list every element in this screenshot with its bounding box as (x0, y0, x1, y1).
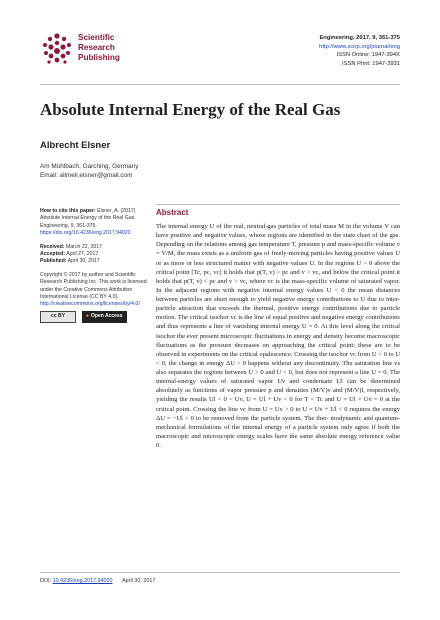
issn-print: ISSN Print: 1947-3931 (341, 60, 400, 67)
abstract-text: The internal energy U of the real, neutral-gas particles of total mass M in the volume V can have positive and negative values, whose regions are identified in the state chart of the gas. Depending on the relations among gas temperature T, pressure p and mass-specific volume v = V/M, the mass exists as a uniform gas of freely-moving particles having positive values U or as more or less structured matter with negative values U. In the regions U > 0 above the critical point [Tc, pc, vc] it holds that p(T, v) > pc and v > vc, and below the critical point it holds that p(T, v) < pc and v > vc, where vc is the mass-specific volume of saturated vapor. In the adjacent regions with negative internal energy values U < 0 the mean distances between particles are short enough to yield negative energy contributions to U due to inter- particle attraction that exceeds the thermal, positive energy contributions due to particle motion. The critical isochor vc is the line of equal positive and negative energy contributions and thus represents a line of vanishing internal energy U = 0. At this level along the critical isochor the ever present microscopic fluctuations in energy and density become macroscopic fluctuations as the pressure decreases on approaching the critical point; these are to be observed in experiments on the critical opalescence. Crossing the isochor vc from U > 0 to U < 0, the change in energy ΔU > 0 happens without any discontinuity. The saturation line vs also separates the regions between U > 0 and U < 0, but does not represent a line U = 0. The internal-energy values of saturated vapor Uv and condensate Ul can be determined absolutely as functions of vapor pressure p and densities (M/V)v and (M/V)l, respectively, yielding the results Ul < 0 < Uv, U = Ul + Uv < 0 for T < Tc and U = Ul = Uv = 0 at the critical point. Crossing the line vc from U = Uv > 0 to U = Uv + Ul < 0 requires the energy ΔU = −Ul > 0 to be removed from the particle system. The ther- modynamic and quantum-mechanical formulations of the internal energy of a particle system only agree if both the macroscopic and microscopic energy scales have the same absolute energy reference value 0. (156, 223, 400, 449)
issn-online: ISSN Online: 1947-394X (336, 52, 400, 59)
page-footer (40, 578, 155, 584)
received-label: Received: (40, 243, 65, 250)
srp-dots-logo-icon (40, 32, 74, 66)
article-title: Absolute Internal Energy of the Real Gas (40, 100, 341, 119)
copyright-block (40, 272, 152, 323)
article-dates (40, 244, 152, 266)
publisher-logo[interactable] (40, 32, 160, 68)
journal-info (319, 34, 400, 68)
accepted-date: April 27, 2017 (66, 251, 99, 258)
abstract-heading: Abstract (156, 204, 400, 217)
doi-link[interactable]: 10.4236/eng.2017.94020 (52, 578, 113, 584)
open-access-label: Open Access (91, 313, 123, 320)
open-access-badge[interactable] (82, 311, 127, 323)
publisher-name-line3: Publishing (78, 53, 120, 62)
journal-citation: Engineering, 2017, 9, 361-375 (319, 35, 400, 41)
doi-label: DOI: (40, 578, 52, 584)
cite-text: Elsner, A. (2017) Absolute Internal Energy of the Real Gas. Engineering, 9, 361-375. (40, 208, 136, 229)
publisher-name-line1: Scientific (78, 33, 115, 42)
article-sidebar (40, 208, 152, 329)
journal-url-link[interactable]: http://www.scirp.org/journal/eng (319, 43, 400, 50)
author-affiliation-block (40, 162, 138, 180)
publisher-name-line2: Research (78, 43, 115, 52)
author-affiliation: Am Mühlbach, Garching, Germany (40, 163, 139, 170)
article-author: Albrecht Elsner (40, 140, 111, 151)
license-badges (40, 311, 152, 323)
published-label: Published: (40, 258, 67, 265)
cite-doi-link[interactable]: https://doi.org/10.4236/eng.2017.94020 (40, 230, 131, 237)
published-date: April 30, 2017 (67, 258, 100, 265)
page-header (0, 0, 440, 86)
accepted-label: Accepted: (40, 251, 66, 258)
how-to-cite (40, 208, 152, 238)
publisher-name (78, 33, 120, 63)
author-email[interactable]: Email: allmeli.elsner@gmail.com (40, 172, 133, 179)
cc-by-badge[interactable]: cc BY (40, 311, 76, 323)
received-date: March 22, 2017 (65, 243, 103, 250)
header-divider (40, 84, 400, 85)
footer-date: April 30, 2017 (122, 578, 156, 584)
copyright-text: Copyright © 2017 by author and Scientific Research Publishing Inc. This work is licensed under the Creative Commons Attribution International License (CC BY 4.0). (40, 271, 147, 301)
cite-label: How to cite this paper: (40, 208, 96, 214)
open-lock-icon: ● (86, 313, 90, 320)
footer-divider (40, 572, 400, 573)
license-link[interactable]: http://creativecommons.org/licenses/by/4.0/ (40, 301, 140, 308)
